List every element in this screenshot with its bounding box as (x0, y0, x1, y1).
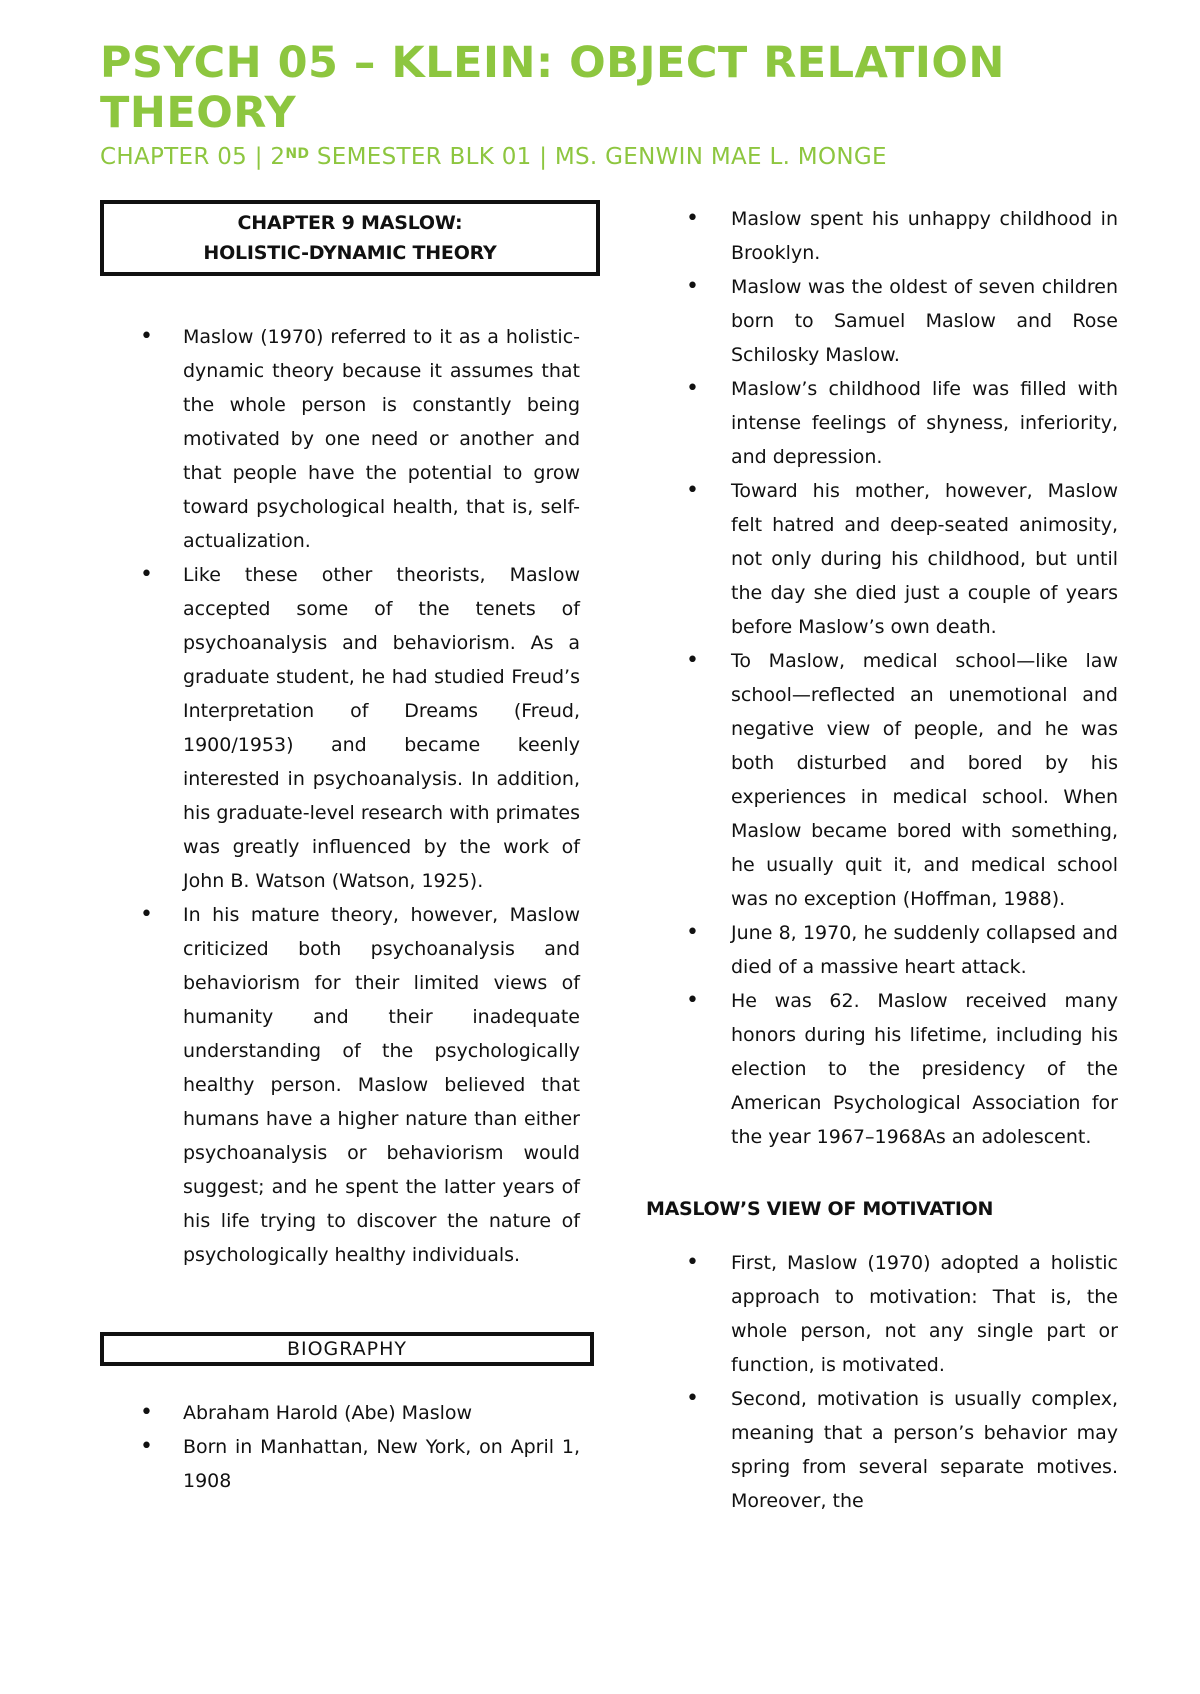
list-item: • Second, motivation is usually complex, meaning that a person’s behavior may spring from several separate motives. Moreover, the (646, 1382, 1118, 1518)
intro-bullet-list (100, 320, 600, 1272)
biography-heading-box: BIOGRAPHY (100, 1332, 594, 1366)
right-column (646, 202, 1118, 1518)
motivation-bullet-list (646, 1246, 1118, 1518)
list-item: • To Maslow, medical school—like law school—reflected an unemotional and negative view of people, and he was both disturbed and bored by his experiences in medical school. When Maslow became bored with something, he usually quit it, and medical school was no exception (Hoffman, 1988). (646, 644, 1118, 916)
subtitle-chapter: CHAPTER 05 | 2 (100, 144, 286, 170)
list-item: • He was 62. Maslow received many honors during his lifetime, including his election to the presidency of the American Psychological Association for the year 1967–1968As an adolescent. (646, 984, 1118, 1154)
chapter-heading-line-2: HOLISTIC-DYNAMIC THEORY (203, 242, 497, 264)
list-item: • Maslow spent his unhappy childhood in Brooklyn. (646, 202, 1118, 270)
motivation-section-heading: MASLOW’S VIEW OF MOTIVATION (646, 1198, 994, 1220)
list-item: • Toward his mother, however, Maslow felt hatred and deep-seated animosity, not only during his childhood, but until the day she died just a couple of years before Maslow’s own death. (646, 474, 1118, 644)
left-column (100, 200, 600, 1498)
chapter-heading-box (100, 200, 600, 276)
biography-bullet-list (100, 1396, 600, 1498)
list-item: • Born in Manhattan, New York, on April 1, 1908 (100, 1430, 580, 1498)
list-item: • First, Maslow (1970) adopted a holistic approach to motivation: That is, the whole person, not any single part or function, is motivated. (646, 1246, 1118, 1382)
list-item: • Maslow was the oldest of seven children born to Samuel Maslow and Rose Schilosky Maslow. (646, 270, 1118, 372)
list-item: • Maslow’s childhood life was filled with intense feelings of shyness, inferiority, and depression. (646, 372, 1118, 474)
list-item: • June 8, 1970, he suddenly collapsed and died of a massive heart attack. (646, 916, 1118, 984)
list-item: • Maslow (1970) referred to it as a holistic-dynamic theory because it assumes that the whole person is constantly being motivated by one need or another and that people have the potential to grow toward psychological health, that is, self-actualization. (100, 320, 580, 558)
list-item: • Like these other theorists, Maslow accepted some of the tenets of psychoanalysis and behaviorism. As a graduate student, he had studied Freud’s Interpretation of Dreams (Freud, 1900/1953) and became keenly interested in psychoanalysis. In addition, his graduate-level research with primates was greatly influenced by the work of John B. Watson (Watson, 1925). (100, 558, 580, 898)
subtitle-ordinal: ND (285, 146, 310, 162)
list-item: • In his mature theory, however, Maslow criticized both psychoanalysis and behaviorism for their limited views of humanity and their inadequate understanding of the psychologically healthy person. Maslow believed that humans have a higher nature than either psychoanalysis or behaviorism would suggest; and he spent the latter years of his life trying to discover the nature of psychologically healthy individuals. (100, 898, 580, 1272)
list-item: • Abraham Harold (Abe) Maslow (100, 1396, 580, 1430)
subtitle-course-info: SEMESTER BLK 01 | MS. GENWIN MAE L. MONGE (309, 144, 887, 170)
biography-continued-list (646, 202, 1118, 1154)
page-subtitle (100, 142, 887, 172)
page-title: PSYCH 05 – KLEIN: OBJECT RELATION THEORY (100, 38, 1005, 138)
chapter-heading-line-1: CHAPTER 9 MASLOW: (237, 212, 463, 234)
